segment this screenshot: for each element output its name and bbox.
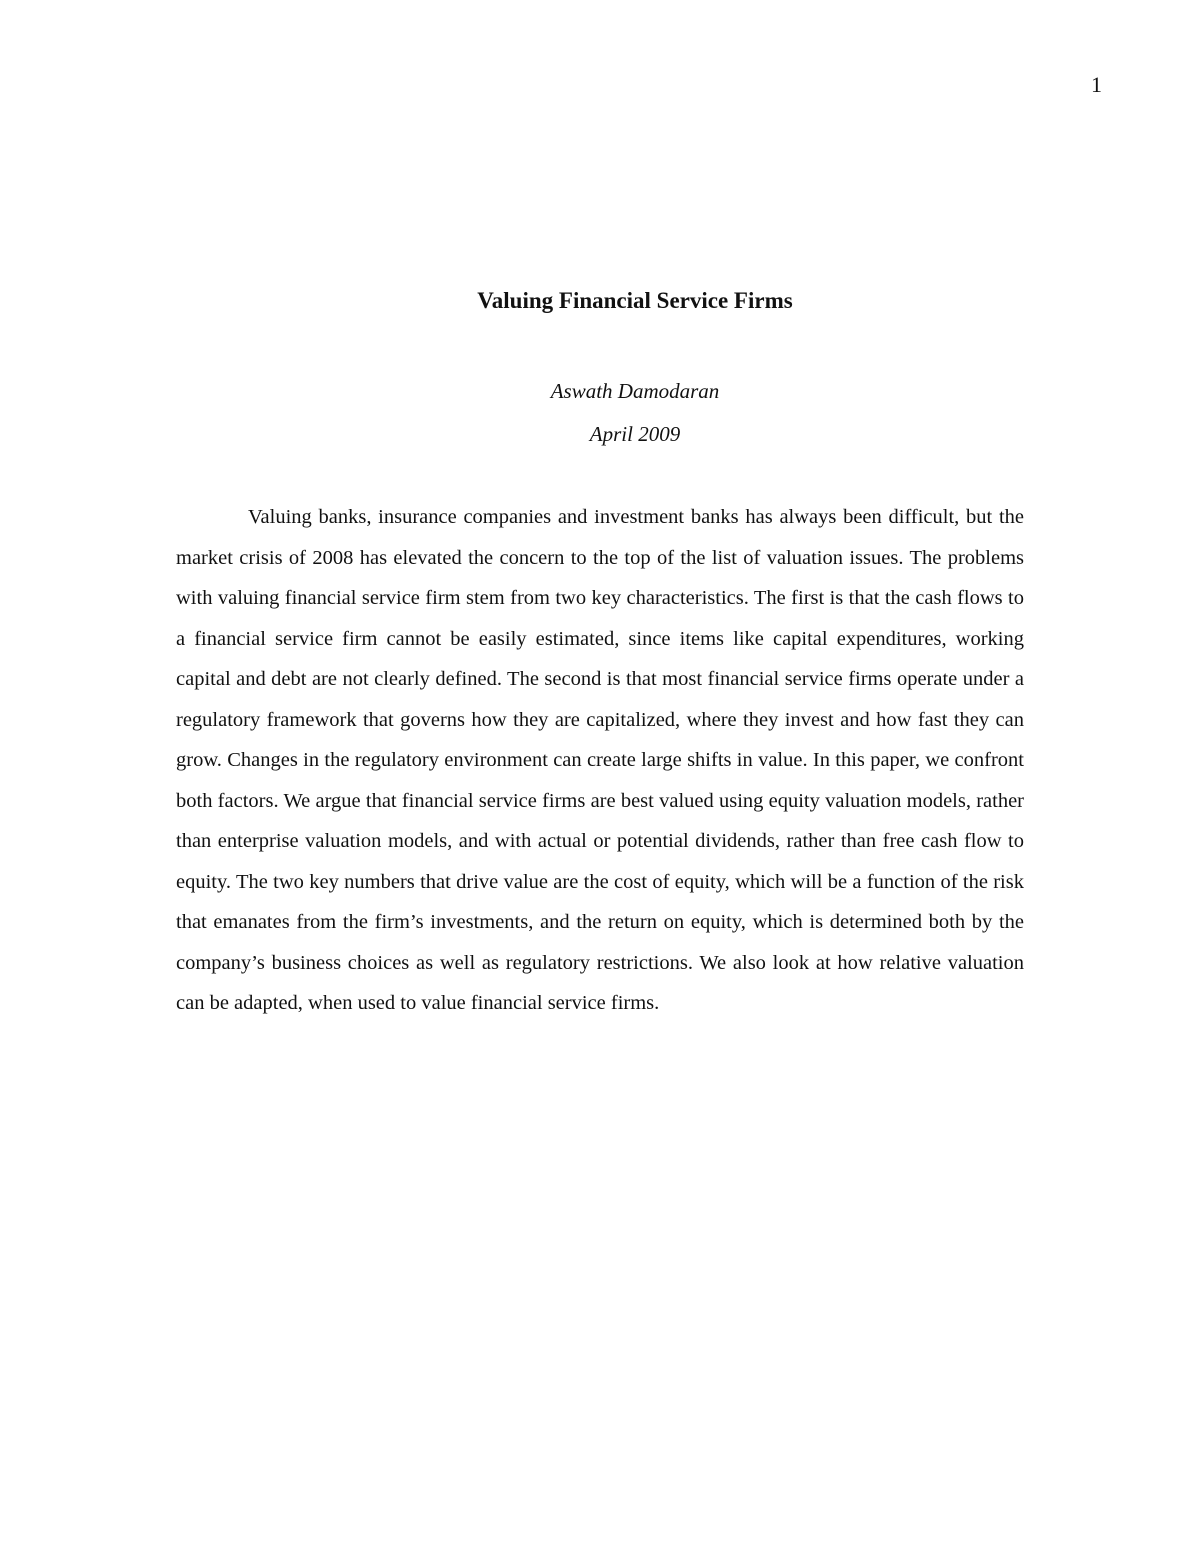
abstract-paragraph: Valuing banks, insurance companies and investment banks has always been difficult, but the market crisis of 2008 has elevated the concern to the top of the list of valuation issues. The problems with valuing financial service firm stem from two key characteristics. The first is that the cash flows to a financial service firm cannot be easily estimated, since items like capital expenditures, working capital and debt are not clearly defined. The second is that most financial service firms operate under a regulatory framework that governs how they are capitalized, where they invest and how fast they can grow. Changes in the regulatory environment can create large shifts in value. In this paper, we confront both factors. We argue that financial service firms are best valued using equity valuation models, rather than enterprise valuation models, and with actual or potential dividends, rather than free cash flow to equity. The two key numbers that drive value are the cost of equity, which will be a function of the risk that emanates from the firm’s investments, and the return on equity, which is determined both by the company’s business choices as well as regulatory restrictions. We also look at how relative valuation can be adapted, when used to value financial service firms. xyxy=(176,506,1024,1014)
paper-title: Valuing Financial Service Firms xyxy=(477,288,793,313)
publication-date: April 2009 xyxy=(589,422,681,446)
author-name: Aswath Damodaran xyxy=(550,379,720,403)
page-number: 1 xyxy=(1091,72,1102,97)
